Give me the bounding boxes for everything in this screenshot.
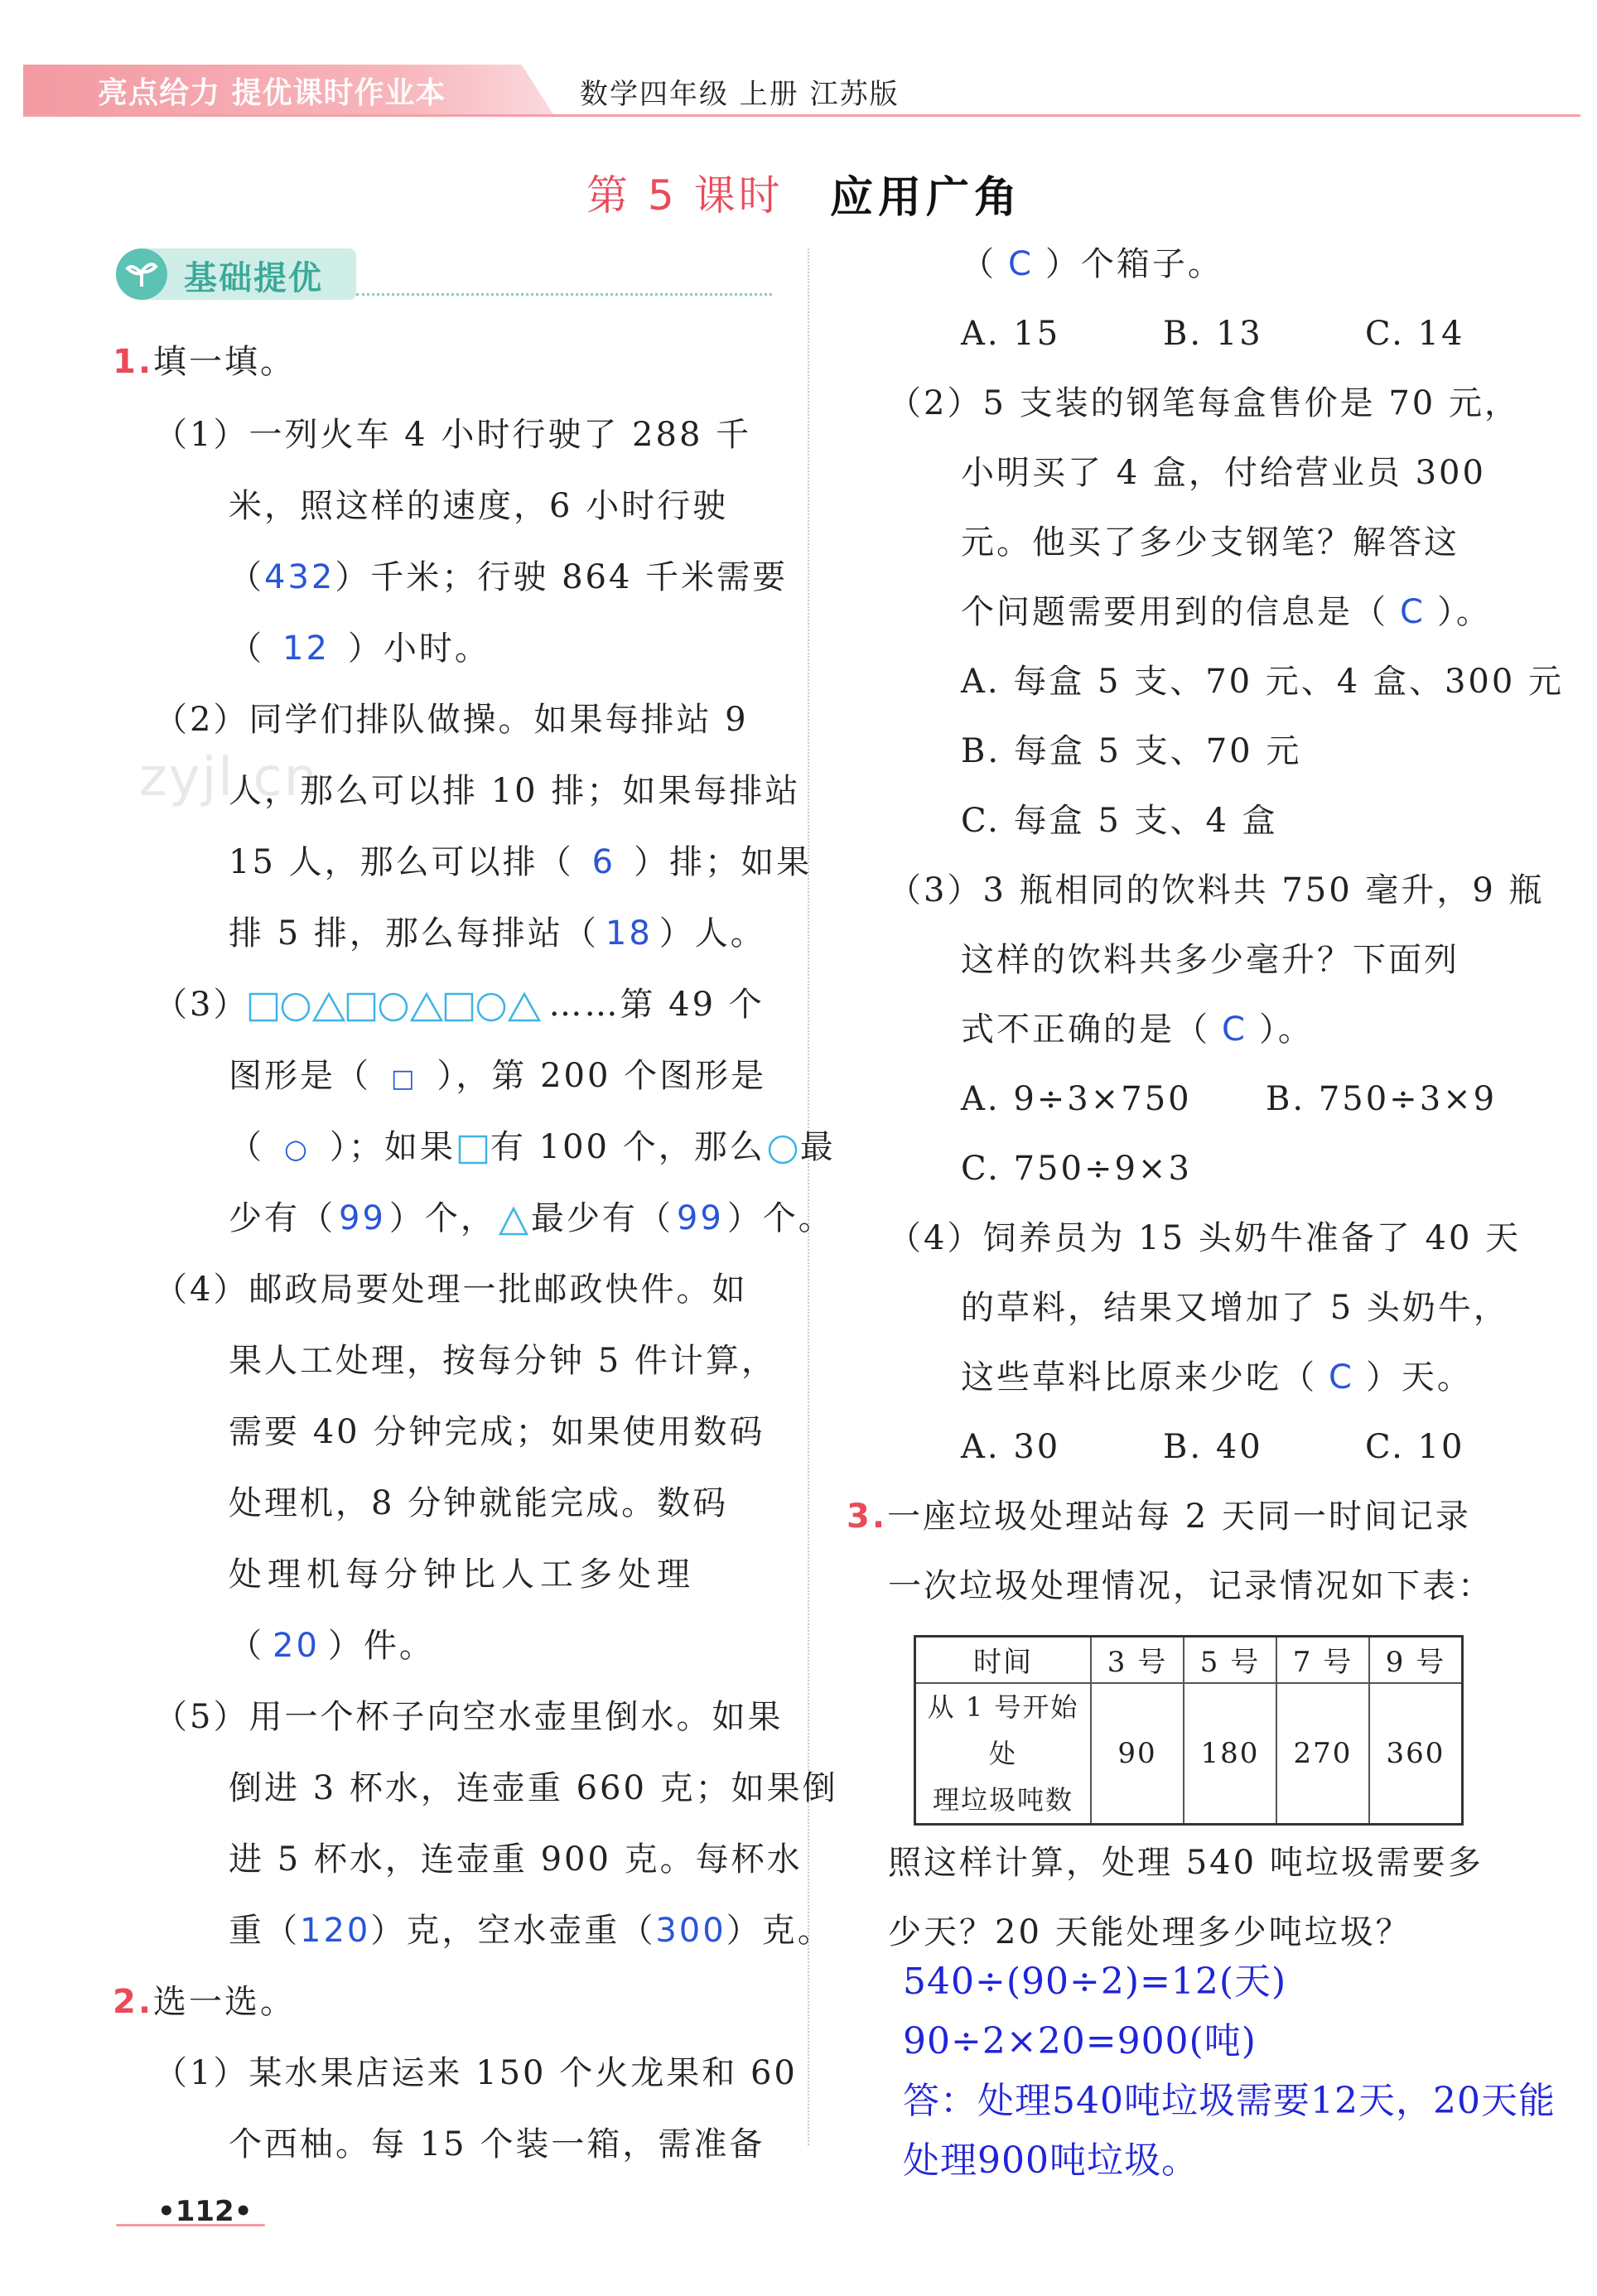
q2-p2-line2: 小明买了 4 盒，付给营业员 300: [961, 454, 1486, 492]
q1-p1-line3: [229, 557, 788, 598]
text: （: [229, 1128, 264, 1166]
q3-line2: 一次垃圾处理情况，记录情况如下表：: [888, 1567, 1493, 1605]
q2-p1-line2: 个西柚。每 15 个装一箱，需准备: [229, 2125, 765, 2163]
text: 理垃圾吨数: [932, 1783, 1074, 1816]
answer-blank: 120: [300, 1912, 371, 1950]
q3-answer-step1: 540÷(90÷2)=12(天): [903, 1961, 1287, 2003]
answer-blank: C: [1400, 593, 1426, 631]
answer-blank: 6: [591, 843, 616, 881]
text: 这些草料比原来少吃（: [961, 1358, 1317, 1396]
q2-p3-option-b: B. 750÷3×9: [1266, 1080, 1498, 1118]
q1-p4-line3: 需要 40 分钟完成；如果使用数码: [229, 1413, 765, 1451]
table-header-cell: 3 号: [1091, 1637, 1184, 1683]
sprout-icon: [116, 248, 167, 300]
q3-answer-line2: 处理900吨垃圾。: [903, 2139, 1199, 2182]
q2-p3-option-c: C. 750÷9×3: [961, 1150, 1192, 1188]
table-header-label: 时间: [915, 1637, 1092, 1683]
text: 有 100 个，那么: [490, 1128, 765, 1166]
text: （3）: [154, 986, 249, 1024]
q1-p4-line4: 处理机，8 分钟就能完成。数码: [229, 1484, 729, 1522]
text: （: [961, 245, 996, 283]
q1-p2-line1: （2）同学们排队做操。如果每排站 9: [154, 701, 749, 739]
text: ）。: [1436, 593, 1492, 631]
text: ）小时。: [347, 629, 490, 668]
table-cell: 270: [1276, 1683, 1369, 1825]
text: ）。: [1258, 1011, 1314, 1049]
q1-p5-line1: （5）用一个杯子向空水壶里倒水。如果: [154, 1698, 784, 1736]
text: ）；如果: [329, 1128, 456, 1166]
text: （: [229, 558, 264, 596]
column-divider: [808, 248, 809, 2145]
q2-p2-line1: （2）5 支装的钢笔每盒售价是 70 元，: [888, 384, 1520, 422]
page-number: •112•: [157, 2195, 253, 2228]
watermark: zyjl.cn: [139, 747, 320, 808]
table-cell: 180: [1184, 1683, 1276, 1825]
q2-p1-line1: （1）某水果店运来 150 个火龙果和 60: [154, 2054, 798, 2092]
header-brand: 亮点给力 提优课时作业本: [98, 76, 446, 110]
text: ）千米；行驶 864 千米需要: [335, 558, 789, 596]
q1-p2-line3: [229, 842, 812, 883]
text: ）克，空水壶重（: [370, 1912, 656, 1950]
text: （: [229, 1627, 264, 1665]
q2-p4-option-b: B. 40: [1163, 1428, 1263, 1466]
q2-heading: [113, 1981, 296, 2023]
text: 少有（: [229, 1199, 335, 1237]
page-number-underline: [116, 2224, 265, 2226]
q2-p3-line3: [961, 1009, 1314, 1050]
section-divider: [356, 293, 772, 296]
answer-blank: ○: [284, 1133, 310, 1165]
text: 15 人，那么可以排（: [229, 843, 574, 881]
q2-p3-option-a: A. 9÷3×750: [961, 1080, 1192, 1118]
q1-p2-line4: [229, 913, 766, 954]
answer-blank: C: [1008, 245, 1034, 283]
q1-p3-line3: [229, 1126, 836, 1170]
q2-stem: 选一选。: [153, 1983, 297, 2021]
q1-p4-line2: 果人工处理，按每分钟 5 件计算，: [229, 1342, 777, 1380]
q2-p2-line4: [961, 591, 1492, 633]
garbage-record-table: [914, 1635, 1464, 1826]
answer-blank: 18: [605, 914, 653, 953]
section-label: 基础提优: [184, 259, 323, 297]
answer-blank: C: [1329, 1358, 1354, 1396]
q2-p3-line2: 这样的饮料共多少毫升？下面列: [961, 941, 1459, 979]
text: 一座垃圾处理站每 2 天同一时间记录: [887, 1498, 1471, 1536]
q2-p2-line3: 元。他买了多少支钢笔？解答这: [961, 523, 1459, 562]
q3-line3: 照这样计算，处理 540 吨垃圾需要多: [888, 1844, 1484, 1882]
q2-p1-option-a: A. 15: [961, 315, 1061, 353]
square-icon: [457, 1134, 489, 1165]
text: ），第 200 个图形是: [437, 1057, 767, 1095]
lesson-number: 第 5 课时: [586, 171, 784, 219]
q2-p4-option-c: C. 10: [1365, 1428, 1465, 1466]
q3-answer-step2: 90÷2×20=900(吨): [903, 2020, 1257, 2062]
q3-line1: [847, 1496, 1471, 1537]
text: ）件。: [327, 1627, 435, 1665]
table-header-cell: 5 号: [1184, 1637, 1276, 1683]
text: 排 5 排，那么每排站（: [229, 914, 599, 953]
text: 最少有（: [530, 1199, 673, 1237]
shape-sequence-icon: [248, 991, 545, 1024]
answer-blank: 12: [282, 629, 330, 668]
triangle-icon: [498, 1205, 529, 1237]
text: （: [229, 629, 264, 668]
text: ）个箱子。: [1045, 245, 1223, 283]
answer-blank: 99: [339, 1199, 386, 1237]
q1-p1-line1: （1）一列火车 4 小时行驶了 288 千: [154, 416, 752, 454]
text: ）个。: [726, 1199, 834, 1237]
q1-p5-line2: 倒进 3 杯水，连壶重 660 克；如果倒: [229, 1769, 838, 1807]
q1-p5-line3: 进 5 杯水，连壶重 900 克。每杯水: [229, 1840, 803, 1879]
q1-p3-line1: [154, 984, 765, 1025]
q1-p4-line1: （4）邮政局要处理一批邮政快件。如: [154, 1271, 748, 1309]
lesson-title: 应用广角: [830, 173, 1023, 223]
answer-blank: □: [391, 1064, 417, 1093]
q2-p1-option-b: B. 13: [1163, 315, 1263, 353]
q1-p2-line2: 人，那么可以排 10 排；如果每排站: [229, 772, 801, 810]
q2-p4-line3: [961, 1357, 1473, 1398]
q1-p5-line4: [229, 1910, 833, 1951]
q3-line4: 少天？20 天能处理多少吨垃圾？: [888, 1913, 1411, 1951]
q2-p1-option-c: C. 14: [1365, 315, 1465, 353]
q1-p4-line5: 处理机每分钟比人工多处理: [229, 1556, 696, 1594]
q2-p4-line2: 的草料，结果又增加了 5 头奶牛，: [961, 1289, 1509, 1327]
text: ）人。: [659, 914, 766, 953]
circle-icon: [767, 1134, 798, 1165]
answer-blank: C: [1222, 1011, 1247, 1049]
q2-p4-line1: （4）饲养员为 15 头奶牛准备了 40 天: [888, 1219, 1522, 1257]
q2-p2-option-b: B. 每盒 5 支、70 元: [961, 732, 1302, 770]
q2-p1-line3: [961, 244, 1223, 285]
answer-blank: 300: [655, 1912, 726, 1950]
q1-p1-line2: 米，照这样的速度，6 小时行驶: [229, 487, 729, 525]
text: ）个，: [388, 1199, 496, 1237]
text: 个问题需要用到的信息是（: [961, 593, 1388, 631]
header-rule: [23, 114, 1580, 117]
text: 最: [799, 1128, 836, 1166]
text: 图形是（: [229, 1057, 371, 1095]
text: ）克。: [726, 1912, 833, 1950]
table-row-label: [915, 1683, 1092, 1825]
text: ）排；如果: [634, 843, 813, 881]
text: ）天。: [1365, 1358, 1473, 1396]
q2-number: 2.: [113, 1983, 154, 2021]
q2-p2-option-c: C. 每盒 5 支、4 盒: [961, 802, 1278, 840]
q1-p3-line4: [229, 1198, 834, 1239]
table-cell: 360: [1369, 1683, 1463, 1825]
shape-sequence: [248, 991, 545, 1024]
text: 式不正确的是（: [961, 1011, 1210, 1049]
q1-p4-line6: [229, 1625, 435, 1667]
text: ……第 49 个: [548, 986, 765, 1024]
answer-blank: 99: [676, 1199, 724, 1237]
q1-number: 1.: [113, 343, 154, 381]
q2-p3-line1: （3）3 瓶相同的饮料共 750 毫升，9 瓶: [888, 871, 1545, 909]
q3-number: 3.: [847, 1498, 888, 1536]
q1-p3-line2: [229, 1055, 766, 1100]
q1-stem: 填一填。: [153, 343, 297, 381]
text: 重（: [229, 1912, 300, 1950]
q1-p1-line4: [229, 628, 490, 669]
header-book-info: 数学四年级 上册 江苏版: [580, 78, 900, 111]
q1-heading: [113, 341, 296, 383]
q3-answer-line1: 答：处理540吨垃圾需要12天，20天能: [903, 2080, 1556, 2122]
table-header-cell: 7 号: [1276, 1637, 1369, 1683]
table-header-cell: 9 号: [1369, 1637, 1463, 1683]
answer-blank: 432: [264, 558, 335, 596]
q2-p4-option-a: A. 30: [961, 1428, 1061, 1466]
q2-p2-option-a: A. 每盒 5 支、70 元、4 盒、300 元: [961, 663, 1565, 701]
table-cell: 90: [1091, 1683, 1184, 1825]
text: 从 1 号开始处: [927, 1691, 1079, 1769]
answer-blank: 20: [273, 1627, 320, 1665]
